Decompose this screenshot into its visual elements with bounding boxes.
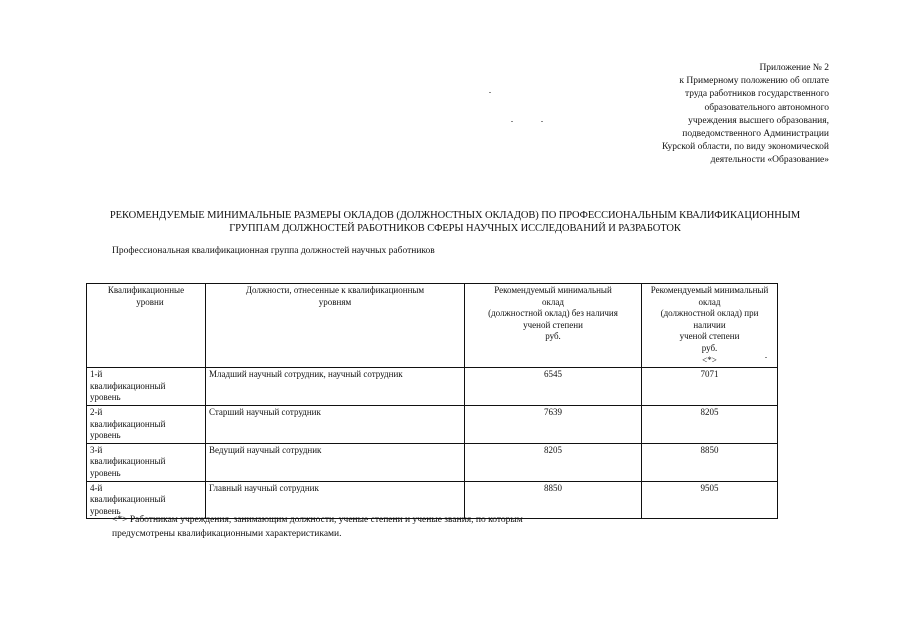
cell-level: 2-й квалификационный уровень	[87, 405, 206, 443]
cell-salary-no-degree: 6545	[465, 368, 642, 406]
header-salary-no-degree: Рекомендуемый минимальный оклад (должностной оклад) без наличия ученой степени руб.	[465, 284, 642, 368]
cell-positions: Главный научный сотрудник	[206, 481, 465, 519]
document-title	[60, 209, 850, 235]
table-header-row	[87, 284, 778, 368]
cell-salary-no-degree: 7639	[465, 405, 642, 443]
footnote-line-2: предусмотрены квалификационными характеристиками.	[112, 529, 342, 539]
footnote-line-1: <*> Работникам учреждения, занимающим должности, ученые степени и ученые звания, по которым	[112, 515, 523, 525]
cell-salary-with-degree: 8850	[642, 443, 778, 481]
header-positions: Должности, отнесенные к квалификационным уровням	[206, 284, 465, 368]
cell-positions: Младший научный сотрудник, научный сотрудник	[206, 368, 465, 406]
appendix-line: деятельности «Образование»	[710, 155, 829, 166]
cell-salary-with-degree: 8205	[642, 405, 778, 443]
appendix-line: Приложение № 2	[759, 63, 829, 73]
cell-level: 1-й квалификационный уровень	[87, 368, 206, 406]
title-line-1: РЕКОМЕНДУЕМЫЕ МИНИМАЛЬНЫЕ РАЗМЕРЫ ОКЛАДОВ (ДОЛЖНОСТНЫХ ОКЛАДОВ) ПО ПРОФЕССИОНАЛЬНЫМ КВАЛИФИКАЦИОННЫМ	[109, 210, 801, 221]
appendix-line: учреждения высшего образования,	[688, 115, 829, 126]
cell-level: 4-й квалификационный уровень	[87, 481, 206, 519]
cell-positions: Старший научный сотрудник	[206, 405, 465, 443]
appendix-line: образовательного автономного	[704, 102, 829, 113]
group-subtitle: Профессиональная квалификационная группа должностей научных работников	[112, 246, 435, 256]
table-row	[87, 368, 778, 406]
appendix-line: подведомственного Администрации	[682, 129, 829, 140]
cell-level: 3-й квалификационный уровень	[87, 443, 206, 481]
appendix-line: к Примерному положению об оплате	[679, 76, 829, 87]
table-row	[87, 443, 778, 481]
title-line-2: ГРУППАМ ДОЛЖНОСТЕЙ РАБОТНИКОВ СФЕРЫ НАУЧНЫХ ИССЛЕДОВАНИЙ И РАЗРАБОТОК	[229, 223, 681, 234]
table-row	[87, 405, 778, 443]
scan-speck	[511, 121, 513, 122]
scan-speck	[541, 121, 543, 122]
cell-salary-with-degree: 9505	[642, 481, 778, 519]
cell-salary-no-degree: 8205	[465, 443, 642, 481]
footnote	[112, 513, 523, 541]
salary-table	[86, 283, 778, 519]
appendix-line: труда работников государственного	[685, 89, 829, 100]
cell-positions: Ведущий научный сотрудник	[206, 443, 465, 481]
appendix-block	[662, 62, 829, 168]
cell-salary-with-degree: 7071	[642, 368, 778, 406]
header-salary-with-degree: Рекомендуемый минимальный оклад (должностной оклад) при наличии ученой степени руб. <*>	[642, 284, 778, 368]
scan-speck	[489, 92, 491, 93]
header-level: Квалификационные уровни	[87, 284, 206, 368]
appendix-line: Курской области, по виду экономической	[661, 142, 829, 153]
cell-salary-no-degree: 8850	[465, 481, 642, 519]
